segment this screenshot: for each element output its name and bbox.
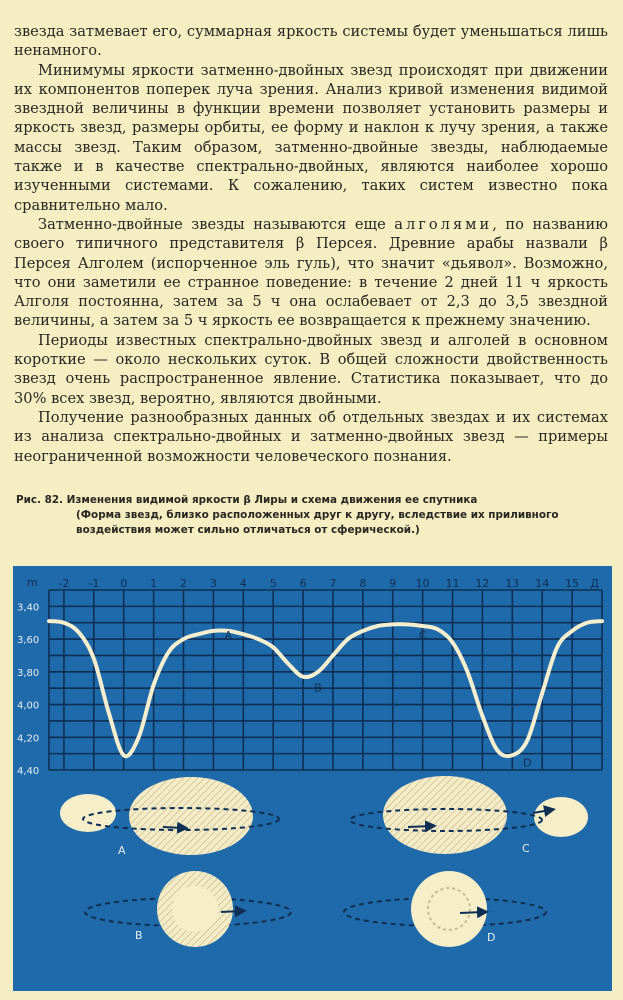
x-tick-label: 0 (120, 577, 128, 590)
point-label: B (314, 681, 322, 695)
motion-arrow (163, 827, 183, 828)
orbit-label-c: C (522, 842, 530, 855)
primary-star (129, 777, 253, 855)
paragraph: Получение разнообразных данных об отдельных звездах и их системах из анализа спектрально-двойных и затменно-двойных звезд — примеры неограниченной возможности человеческого познания. (14, 408, 608, 465)
orbit-label-b: B (135, 929, 143, 942)
orbit-label-d: D (487, 931, 496, 944)
x-tick-label: 3 (209, 577, 217, 590)
paragraph: звезда затмевает его, суммарная яркость системы будет уменьшаться лишь ненамного. (14, 23, 608, 60)
article-text (14, 22, 608, 466)
x-tick-label: 11 (445, 577, 460, 590)
x-tick-label: 8 (359, 577, 367, 590)
x-tick-label: 5 (269, 577, 277, 590)
x-tick-label: 9 (389, 577, 397, 590)
x-tick-label: 13 (505, 577, 520, 590)
paragraph: Периоды известных спектрально-двойных звезд и алголей в основном короткие — около нескольких суток. В общей сложности двойственность звезд очень распространенное явление. Статистика показывает, что до 30% всех звезд, вероятно, являются двойными. (14, 331, 608, 407)
orbit-label-a: A (118, 844, 126, 857)
caption-note: (Форма звезд, близко расположенных друг к другу, вследствие их приливного воздействия может сильно отличаться от сферической.) (76, 509, 559, 536)
x-tick-label: 10 (415, 577, 430, 590)
primary-star (383, 776, 507, 854)
figure-caption (16, 493, 606, 538)
point-label: D (523, 756, 532, 770)
paragraph-text: Затменно-двойные звезды называются еще (38, 215, 395, 233)
x-tick-label: 2 (180, 577, 188, 590)
point-label: A (224, 629, 233, 643)
x-tick-label: 15 (565, 577, 580, 590)
companion-star (172, 886, 218, 932)
orbit-diagram-a (60, 777, 279, 857)
paragraph: Минимумы яркости затменно-двойных звезд происходят при движении их компонентов поперек луча зрения. Анализ кривой изменения видимой звездной величины в функции времени позволяет установить размеры и яркость звезд, размеры орбиты, ее форму и наклон к лучу зрения, а также массы звезд. Таким образом, затменно-двойные звезды, наблюдаемые также и в качестве спектрально-двойных, являются наиболее хорошо изученными системами. К сожалению, таких систем известно пока сравнительно мало. (14, 61, 608, 214)
y-tick-label: 3,80 (17, 667, 40, 679)
y-tick-label: 4,20 (17, 733, 40, 745)
orbit-diagram-d (344, 871, 546, 947)
orbit-diagram-b (85, 871, 291, 947)
y-tick-label: 4,40 (17, 766, 40, 777)
point-label: C (418, 629, 427, 643)
y-tick-label: 3,40 (17, 602, 40, 614)
x-tick-label: 1 (150, 577, 158, 590)
x-tick-label: 6 (299, 577, 307, 590)
x-tick-label: 14 (535, 577, 550, 590)
y-tick-label: 4,00 (17, 700, 40, 712)
caption-title: Рис. 82. Изменения видимой яркости β Лиры и схема движения ее спутника (16, 494, 478, 506)
motion-arrow (408, 826, 431, 827)
x-axis-label: Д (590, 577, 599, 590)
companion-star (534, 797, 588, 837)
brightness-chart (17, 576, 602, 777)
x-tick-label: 12 (475, 577, 490, 590)
x-tick-label: -2 (58, 577, 70, 590)
motion-arrow (460, 912, 483, 913)
figure-82 (13, 566, 612, 991)
x-tick-label: -1 (88, 577, 100, 590)
orbit-diagram-c (350, 776, 588, 855)
companion-star (411, 871, 487, 947)
figure-svg (13, 566, 612, 991)
y-tick-label: 3,60 (17, 635, 40, 647)
y-axis-label: m (27, 576, 38, 589)
spaced-term: алголями (394, 215, 493, 233)
paragraph-text: , по названию своего типичного представителя β Персея. Древние арабы назвали β Персея Алголем (испорченное эль гуль), что значит «дьявол». Возможно, что они заметили ее странное поведение: в течение 2 дней 11 ч яркость Алголя постоянна, затем за 5 ч она ослабевает от 2,3 до 3,5 звездной величины, а затем за 5 ч яркость ее возвращается к прежнему значению. (14, 215, 608, 330)
x-tick-label: 4 (239, 577, 247, 590)
motion-arrow (221, 911, 241, 912)
x-tick-label: 7 (329, 577, 337, 590)
paragraph (14, 215, 608, 331)
